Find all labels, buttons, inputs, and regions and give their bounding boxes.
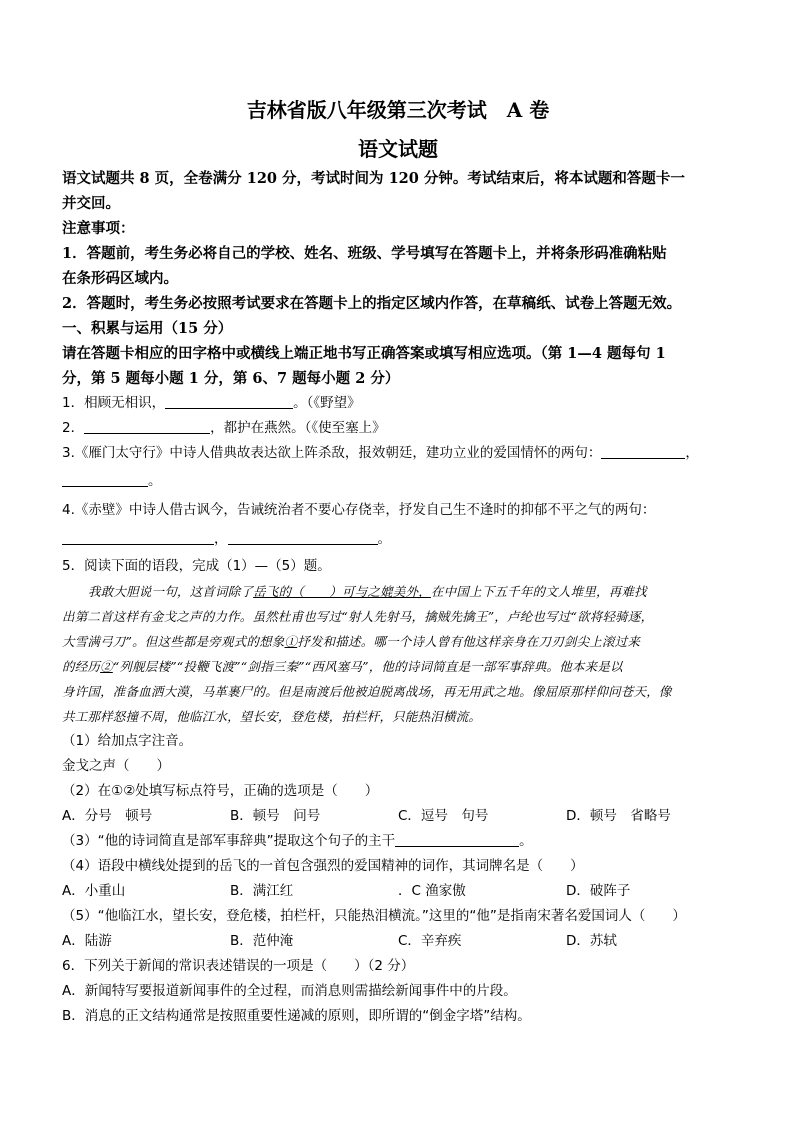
- option-b[interactable]: B．消息的正文结构通常是按照重要性递减的原则，即所谓的“倒金字塔”结构。: [62, 1008, 531, 1024]
- passage-text: 在中国上下五千年的文人堆里，再难找: [430, 584, 647, 599]
- question-4-cont: [62, 524, 734, 554]
- passage-text: “列舰层楼”“投鞭飞渡”“剑指三秦”“西风塞马”，他的诗词简直是一部军事辞典。他本来是以: [112, 659, 623, 674]
- sub-question-4-options: [62, 879, 734, 904]
- passage-text: 抒发和描述。哪一个诗人曾有他这样亲身在刀刃剑尖上滚过来: [297, 634, 641, 649]
- option-b[interactable]: B．范仲淹: [230, 933, 294, 949]
- notes-heading: 注意事项：: [62, 220, 135, 237]
- question-1-suffix: 。（《野望》: [293, 395, 361, 411]
- note-item: 1．答题前，考生务必将自己的学校、姓名、班级、学号填写在答题卡上，并将条形码准确粘贴: [62, 245, 667, 262]
- passage-line: [62, 629, 734, 654]
- question-4-end: 。: [377, 531, 391, 547]
- section-instructions: 分，第 5 题每小题 1 分，第 6、7 题每小题 2 分）: [62, 370, 400, 387]
- subject-title: 语文试题: [358, 137, 438, 161]
- question-3: [62, 441, 734, 466]
- option-a[interactable]: A．小重山: [62, 883, 126, 899]
- note-item: 2．答题时，考生务必按照考试要求在答题卡上的指定区域内作答，在草稿纸、试卷上答题无效。: [62, 295, 682, 312]
- sub-question-3-end: 。: [519, 833, 533, 849]
- sub-question-3: [62, 829, 734, 854]
- section-instructions: 请在答题卡相应的田字格中或横线上端正地书写正确答案或填写相应选项。（第 1—4 题每句 1: [62, 345, 666, 362]
- sub-question-5: （5）“他临江水，望长安，登危楼，拍栏杆，只能热泪横流。”这里的“他”是指南宋著名爱国词人（ ）: [62, 908, 686, 924]
- question-4-text: 4.《赤壁》中诗人借古讽今，告诫统治者不要心存侥幸，抒发自己生不逢时的抑郁不平之气的两句：: [62, 502, 656, 518]
- answer-blank[interactable]: [84, 417, 210, 434]
- option-c[interactable]: ．C 渔家傲: [398, 883, 466, 899]
- option-d[interactable]: D．苏轼: [566, 933, 617, 949]
- sub-question-4: （4）语段中横线处提到的岳飞的一首包含强烈的爱国精神的词作，其词牌名是（ ）: [62, 858, 584, 874]
- intro-line: 语文试题共 8 页，全卷满分 120 分，考试时间为 120 分钟。考试结束后，将本试题和答题卡一: [62, 170, 685, 187]
- question-1-prefix: 1．相顾无相识，: [62, 395, 166, 411]
- sub-question-5-options: [62, 929, 734, 954]
- option-b[interactable]: B．满江红: [230, 883, 294, 899]
- passage-line: 出第二首这样有金戈之声的力作。虽然杜甫也写过“射人先射马，擒贼先擒王”，卢纶也写过“欲将轻骑逐，: [62, 609, 654, 624]
- option-d[interactable]: D．顿号 省略号: [566, 808, 671, 824]
- sub-question-2: （2）在①②处填写标点符号，正确的选项是（ ）: [62, 783, 379, 799]
- intro-line: 并交回。: [62, 195, 120, 212]
- option-d[interactable]: D．破阵子: [566, 883, 631, 899]
- question-2-prefix: 2．: [62, 420, 85, 436]
- passage-line: [62, 579, 734, 604]
- answer-blank[interactable]: [62, 528, 214, 545]
- answer-blank[interactable]: [395, 830, 519, 847]
- passage-text: 的经历: [62, 659, 101, 674]
- note-item: 在条形码区域内。: [62, 270, 178, 287]
- passage-text: 我敢大胆说一句，这首词除了: [88, 584, 254, 599]
- reading-passage: [62, 579, 734, 729]
- sub-question-2-options: [62, 804, 734, 829]
- passage-text: 大雪满弓刀”。但这些都是旁观式的想象: [62, 634, 285, 649]
- answer-blank[interactable]: [165, 392, 293, 409]
- option-b[interactable]: B．顿号 问号: [230, 808, 321, 824]
- sub-question-1-item: 金戈之声（ ）: [62, 758, 170, 774]
- question-2-suffix: ，都护在燕然。（《使至塞上》: [210, 420, 386, 436]
- exam-title: 吉林省版八年级第三次考试 A 卷: [246, 98, 550, 122]
- option-a[interactable]: A．陆游: [62, 933, 112, 949]
- option-a[interactable]: A．分号 顿号: [62, 808, 153, 824]
- underlined-reference: 岳飞的（ ）可与之媲美外，: [253, 584, 431, 599]
- question-3-sep: ，: [685, 445, 699, 461]
- question-2: [62, 416, 734, 441]
- passage-line: 身许国，准备血洒大漠，马革裹尸的。但是南渡后他被迫脱离战场，再无用武之地。像屈原那样仰问苍天，像: [62, 684, 672, 699]
- sub-question-3-text: （3）“他的诗词简直是部军事辞典”提取这个句子的主干: [62, 833, 396, 849]
- answer-blank[interactable]: [228, 528, 378, 545]
- question-3-cont: [62, 466, 734, 496]
- question-1: [62, 391, 734, 416]
- option-c[interactable]: C．辛弃疾: [398, 933, 462, 949]
- sub-question-1: （1）给加点字注音。: [62, 733, 193, 749]
- question-6-stem: 6．下列关于新闻的常识表述错误的一项是（ ）（2 分）: [62, 958, 415, 974]
- passage-line: 共工那样怒撞不周，他临江水，望长安，登危楼，拍栏杆，只能热泪横流。: [62, 709, 482, 724]
- question-4: [62, 496, 734, 524]
- answer-blank[interactable]: [601, 442, 685, 459]
- question-4-sep: ，: [214, 531, 228, 547]
- section-heading: 一、积累与运用（15 分）: [62, 320, 233, 337]
- option-c[interactable]: C．逗号 句号: [398, 808, 489, 824]
- exam-page: [62, 94, 734, 1029]
- blank-marker-1: ①: [284, 634, 298, 649]
- question-5-stem: 5．阅读下面的语段，完成（1）—（5）题。: [62, 558, 331, 574]
- question-3-end: 。: [148, 473, 162, 489]
- answer-blank[interactable]: [62, 470, 148, 487]
- question-3-text: 3.《雁门太守行》中诗人借典故表达欲上阵杀敌，报效朝廷，建功立业的爱国情怀的两句：: [62, 445, 602, 461]
- blank-marker-2: ②: [100, 659, 113, 674]
- passage-line: [62, 654, 734, 679]
- option-a[interactable]: A．新闻特写要报道新闻事件的全过程，而消息则需描绘新闻事件中的片段。: [62, 983, 517, 999]
